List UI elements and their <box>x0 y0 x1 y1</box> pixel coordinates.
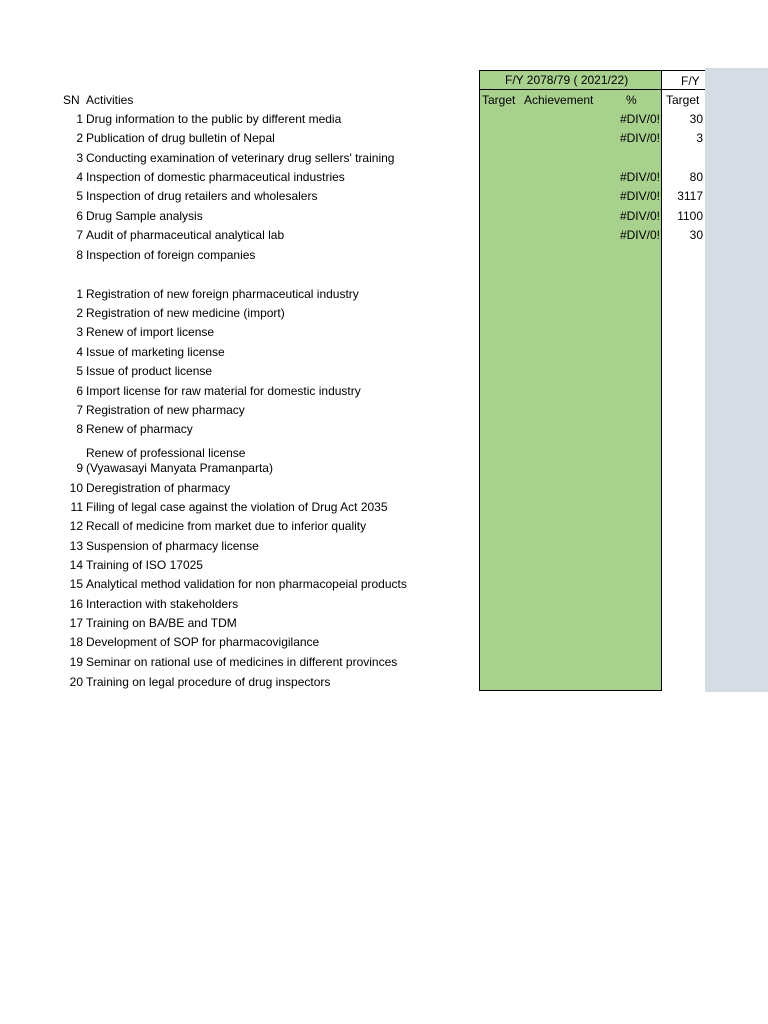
target-header: Target <box>482 93 516 107</box>
row-sn: 6 <box>76 384 83 398</box>
row-sn: 6 <box>76 209 83 223</box>
row-activity: Development of SOP for pharmacovigilance <box>86 635 320 649</box>
row-percent: #DIV/0! <box>619 228 660 242</box>
row-activity: Issue of product license <box>86 364 213 378</box>
row-next-target: 3117 <box>677 189 703 203</box>
row-activity: Inspection of domestic pharmaceutical industries <box>86 170 345 184</box>
next-fy-header-cell <box>662 70 705 90</box>
row-sn: 5 <box>76 364 83 378</box>
current-fy-header-cell <box>479 70 662 90</box>
current-fy-column-block <box>479 70 662 691</box>
row-activity: Issue of marketing license <box>86 345 225 359</box>
row-activity: Interaction with stakeholders <box>86 597 239 611</box>
row-activity: Renew of import license <box>86 325 215 339</box>
percent-header: % <box>626 93 637 107</box>
row-sn: 14 <box>69 558 83 572</box>
row-sn: 12 <box>69 519 83 533</box>
row-sn: 18 <box>69 635 83 649</box>
row-sn: 5 <box>76 189 83 203</box>
row-sn: 1 <box>76 112 83 126</box>
row-activity: Seminar on rational use of medicines in different provinces <box>86 655 398 669</box>
row-sn: 9 <box>76 461 83 475</box>
row-percent: #DIV/0! <box>619 189 660 203</box>
row-activity: Suspension of pharmacy license <box>86 539 259 553</box>
current-fy-header: F/Y 2078/79 ( 2021/22) <box>505 73 629 87</box>
row-activity: Drug Sample analysis <box>86 209 203 223</box>
row-sn: 11 <box>70 500 83 514</box>
row-sn: 7 <box>76 403 83 417</box>
row-next-target: 80 <box>689 170 703 184</box>
row-sn: 8 <box>76 422 83 436</box>
row-activity: Import license for raw material for domestic industry <box>86 384 361 398</box>
row-sn: 19 <box>69 655 83 669</box>
row-activity: Training on BA/BE and TDM <box>86 616 237 630</box>
row-activity: Registration of new pharmacy <box>86 403 245 417</box>
row-percent: #DIV/0! <box>619 112 660 126</box>
row-activity: Registration of new medicine (import) <box>86 306 285 320</box>
row-sn: 3 <box>76 151 83 165</box>
row-percent: #DIV/0! <box>619 170 660 184</box>
row-sn: 2 <box>76 306 83 320</box>
row-next-target: 30 <box>689 228 703 242</box>
row-activity: Recall of medicine from market due to inferior quality <box>86 519 367 533</box>
row-sn: 1 <box>76 287 83 301</box>
row-next-target: 30 <box>689 112 703 126</box>
row-percent: #DIV/0! <box>619 209 660 223</box>
row-sn: 16 <box>69 597 83 611</box>
sn-header: SN <box>63 93 80 107</box>
row-sn: 7 <box>76 228 83 242</box>
row-sn: 4 <box>76 170 83 184</box>
row-activity: Inspection of foreign companies <box>86 248 256 262</box>
row-sn: 15 <box>69 577 83 591</box>
row-percent: #DIV/0! <box>619 131 660 145</box>
row-sn: 8 <box>76 248 83 262</box>
row-activity: Drug information to the public by different media <box>86 112 342 126</box>
row-activity: Inspection of drug retailers and wholesalers <box>86 189 318 203</box>
row-sn: 17 <box>69 616 83 630</box>
row-next-target: 3 <box>696 131 703 145</box>
row-activity: Filing of legal case against the violation of Drug Act 2035 <box>86 500 388 514</box>
next-fy-header: F/Y <box>681 74 700 88</box>
row-activity-line1: Renew of professional license <box>86 446 246 460</box>
row-activity: Renew of pharmacy <box>86 422 193 436</box>
row-activity: Publication of drug bulletin of Nepal <box>86 131 275 145</box>
row-sn: 10 <box>69 481 83 495</box>
row-sn: 3 <box>76 325 83 339</box>
side-panel <box>705 68 768 692</box>
row-activity: Training on legal procedure of drug inspectors <box>86 675 331 689</box>
row-next-target: 1100 <box>677 209 703 223</box>
row-sn: 2 <box>76 131 83 145</box>
row-sn: 13 <box>69 539 83 553</box>
row-activity: Registration of new foreign pharmaceutical industry <box>86 287 359 301</box>
row-activity: (Vyawasayi Manyata Pramanparta) <box>86 461 273 475</box>
row-activity: Audit of pharmaceutical analytical lab <box>86 228 285 242</box>
row-sn: 20 <box>69 675 83 689</box>
achievement-header: Achievement <box>524 93 594 107</box>
row-activity: Conducting examination of veterinary drug sellers' training <box>86 151 395 165</box>
row-activity: Training of ISO 17025 <box>86 558 203 572</box>
row-sn: 4 <box>76 345 83 359</box>
next-target-header: Target <box>666 93 700 107</box>
row-activity: Deregistration of pharmacy <box>86 481 231 495</box>
row-activity: Analytical method validation for non pharmacopeial products <box>86 577 407 591</box>
activities-header: Activities <box>86 93 134 107</box>
